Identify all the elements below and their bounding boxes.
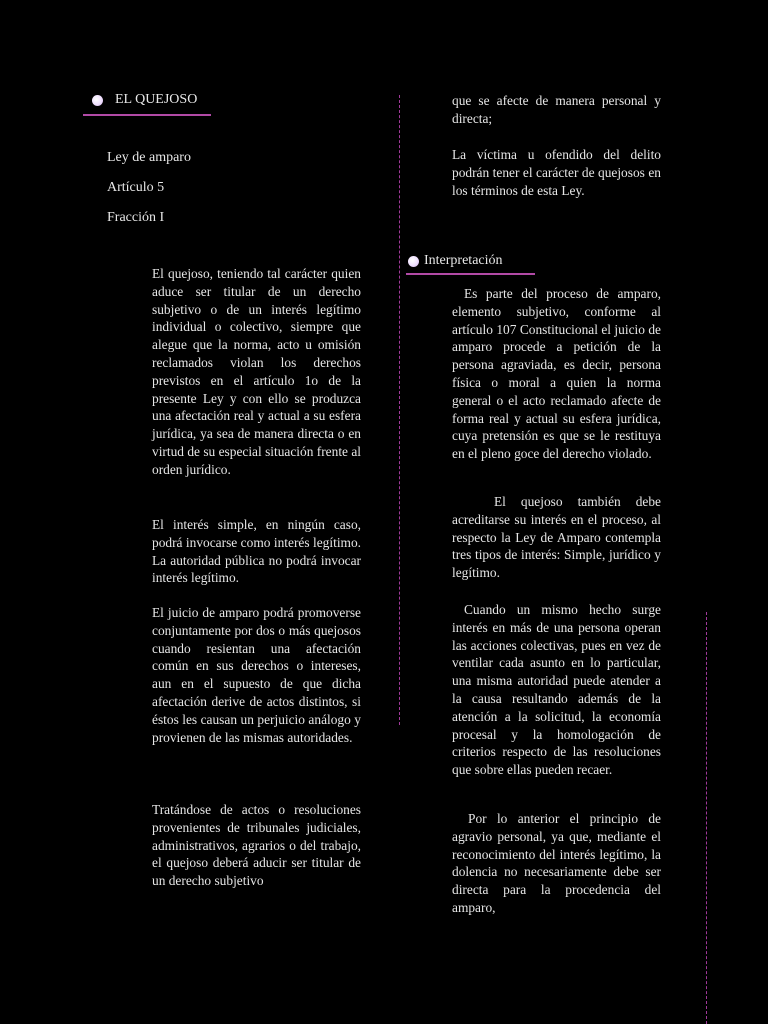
meta-ley: Ley de amparo (107, 150, 191, 165)
left-paragraph-4: Tratándose de actos o resoluciones provenientes de tribunales judiciales, administrativos, agrarios o del trabajo, el quejoso deberá aducir ser titular de un derecho subjetivo (152, 802, 361, 889)
left-paragraph-3: El juicio de amparo podrá promoverse conjuntamente por dos o más quejosos cuando resientan una afectación común en sus derechos o intereses, aun en el supuesto de que dicha afectación derive de actos distintos, si éstos les causan un perjuicio análogo y provienen de las mismas autoridades. (152, 605, 361, 745)
heading-text: Interpretación (424, 253, 503, 268)
left-paragraph-1: El quejoso, teniendo tal carácter quien aduce ser titular de un derecho subjetivo o de un interés legítimo individual o colectivo, siempre que alegue que la norma, acto u omisión reclamados violan los derechos previstos en el artículo 1o de la presente Ley y con ello se produzca una afectación real y actual a su esfera jurídica, ya sea de manera directa o en virtud de su especial situación frente al orden jurídico. (152, 266, 361, 477)
heading-underline (83, 114, 211, 116)
right-paragraph-3: Cuando un mismo hecho surge interés en más de una persona operan las acciones colectivas, pues en vez de ventilar cada asunto en lo particular, una misma autoridad puede atender a la causa resultando además de la atención a la solicitud, la economía procesal y la homologación de criterios respecto de las resoluciones que sobre ellas pueden recaer. (452, 602, 661, 778)
right-paragraph-4: Por lo anterior el principio de agravio personal, ya que, mediante el reconocimiento del interés legítimo, la dolencia no necesariamente debe ser directa para la procedencia del amparo, (452, 811, 661, 915)
meta-articulo: Artículo 5 (107, 180, 165, 195)
section-heading-el-quejoso (92, 92, 197, 108)
left-paragraph-2: El interés simple, en ningún caso, podrá invocarse como interés legítimo. La autoridad pública no podrá invocar interés legítimo. (152, 517, 361, 586)
right-top-paragraph-2: La víctima u ofendido del delito podrán tener el carácter de quejosos en los términos de esta Ley. (452, 147, 661, 198)
right-top-paragraph-1: que se afecte de manera personal y directa; (452, 93, 661, 126)
bullet-icon (92, 95, 103, 106)
right-edge-divider (706, 612, 707, 1024)
meta-fraccion: Fracción I (107, 210, 165, 225)
heading-underline (406, 273, 535, 275)
heading-text: EL QUEJOSO (115, 92, 198, 107)
bullet-icon (408, 256, 419, 267)
column-divider (399, 95, 400, 725)
right-paragraph-2: El quejoso también debe acreditarse su interés en el proceso, al respecto la Ley de Amparo contempla tres tipos de interés: Simple, jurídico y legítimo. (452, 494, 661, 581)
right-paragraph-1: Es parte del proceso de amparo, elemento subjetivo, conforme al artículo 107 Constitucional el juicio de amparo procede a petición de la persona agraviada, es decir, persona física o moral a quien la norma general o el acto reclamado afecte de forma real y actual su esfera jurídica, cuya pretensión es que se le restituya en el pleno goce del derecho violado. (452, 286, 661, 462)
section-heading-interpretacion (408, 253, 503, 269)
